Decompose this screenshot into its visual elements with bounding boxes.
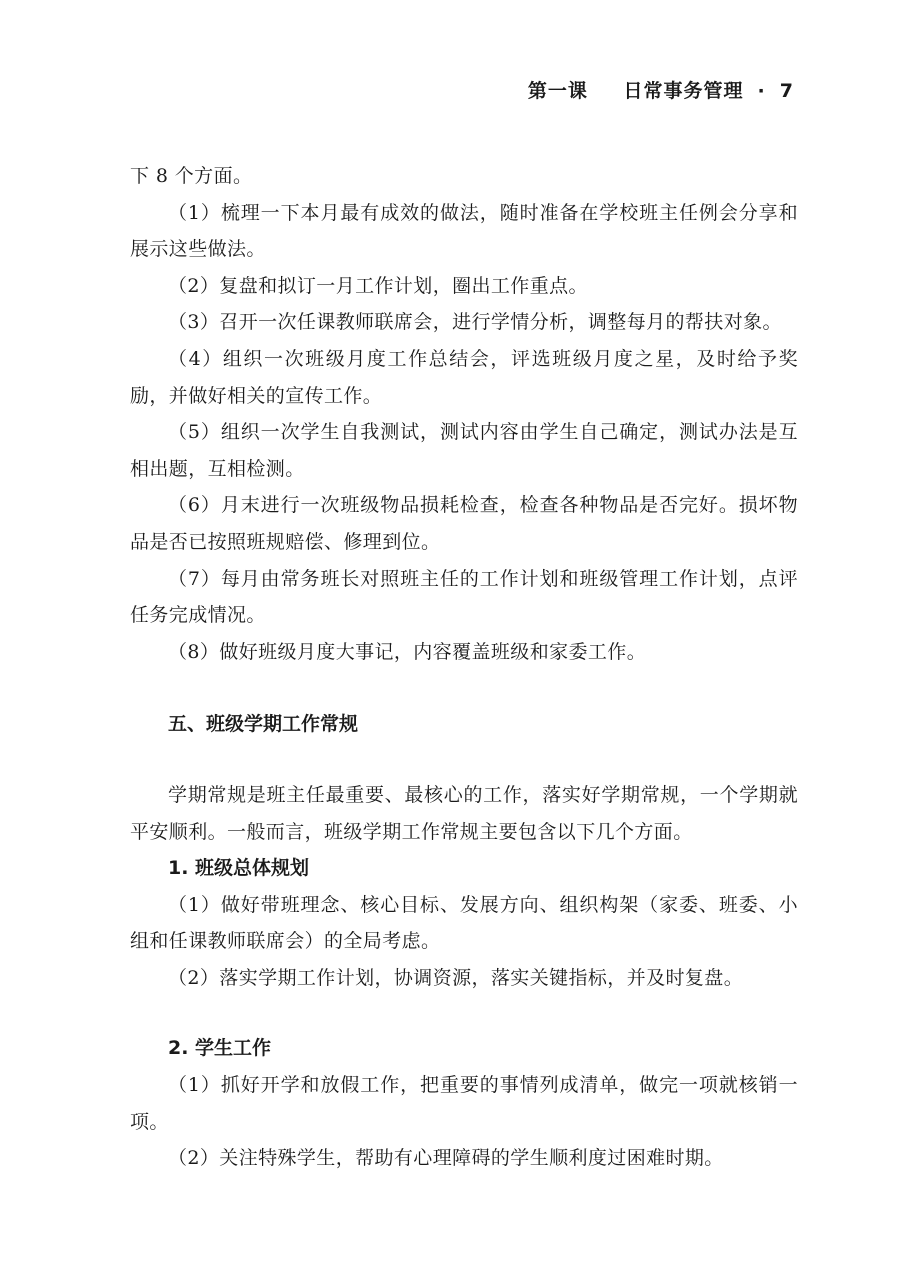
- header-spacer: [602, 80, 610, 102]
- planning-item-2: （2）落实学期工作计划，协调资源，落实关键指标，并及时复盘。: [168, 966, 744, 989]
- section-gap: [130, 743, 798, 777]
- monthly-item-2: （2）复盘和拟订一月工作计划，圈出工作重点。: [168, 274, 588, 297]
- section-heading: 五、班级学期工作常规: [168, 713, 359, 736]
- section-gap: [130, 670, 798, 706]
- planning-item-1: （1）做好带班理念、核心目标、发展方向、组织构架（家委、班委、小组和任课教师联席会）的全局考虑。: [130, 893, 798, 953]
- continued-paragraph: 下 8 个方面。: [130, 165, 253, 187]
- subsection-heading-2: 2. 学生工作: [168, 1037, 272, 1060]
- header-separator: ·: [757, 80, 766, 102]
- monthly-item-3: （3）召开一次任课教师联席会，进行学情分析，调整每月的帮扶对象。: [168, 311, 782, 334]
- running-header: [528, 76, 794, 103]
- student-work-item-1: （1）抓好开学和放假工作，把重要的事情列成清单，做完一项就核销一项。: [130, 1074, 798, 1133]
- monthly-item-6: （6）月末进行一次班级物品损耗检查，检查各种物品是否完好。损坏物品是否已按照班规赔偿、修理到位。: [130, 494, 798, 553]
- chapter-title: 日常事务管理: [623, 80, 744, 102]
- subsection-heading-1: 1. 班级总体规划: [168, 857, 310, 880]
- body-text: [130, 158, 798, 1177]
- monthly-item-8: （8）做好班级月度大事记，内容覆盖班级和家委工作。: [168, 640, 647, 663]
- lesson-label: 第一课: [527, 80, 588, 102]
- page-number: 7: [779, 80, 794, 102]
- monthly-item-4: （4）组织一次班级月度工作总结会，评选班级月度之星，及时给予奖励，并做好相关的宣传工作。: [130, 347, 798, 407]
- student-work-item-2: （2）关注特殊学生，帮助有心理障碍的学生顺利度过困难时期。: [168, 1147, 724, 1170]
- section-intro-paragraph: 学期常规是班主任最重要、最核心的工作，落实好学期常规，一个学期就平安顺利。一般而言，班级学期工作常规主要包含以下几个方面。: [130, 783, 798, 843]
- monthly-item-7: （7）每月由常务班长对照班主任的工作计划和班级管理工作计划，点评任务完成情况。: [130, 567, 798, 627]
- monthly-item-1: （1）梳理一下本月最有成效的做法，随时准备在学校班主任例会分享和展示这些做法。: [130, 201, 798, 261]
- subsection-gap: [130, 996, 798, 1030]
- monthly-item-5: （5）组织一次学生自我测试，测试内容由学生自己确定，测试办法是互相出题，互相检测。: [130, 421, 798, 480]
